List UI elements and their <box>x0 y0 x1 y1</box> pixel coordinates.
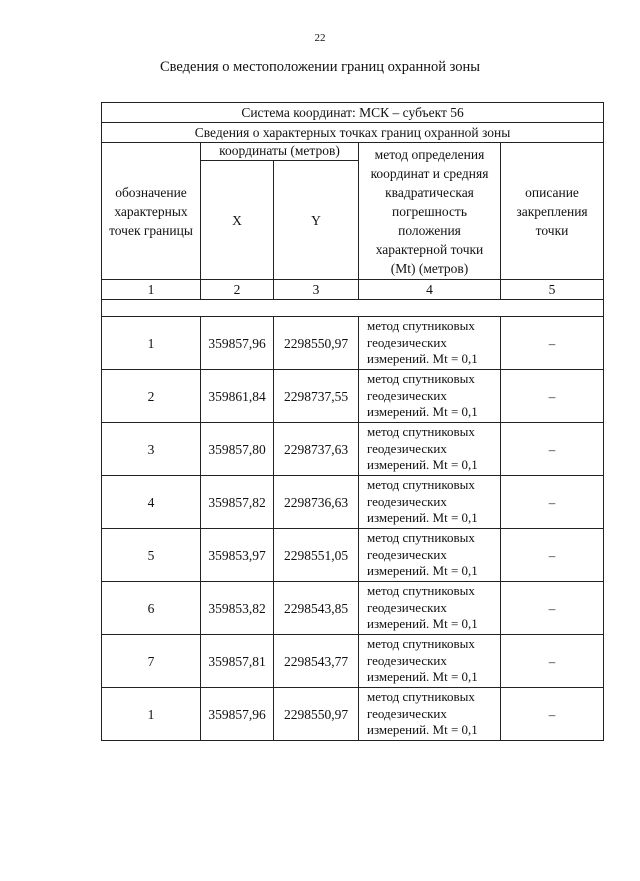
method-cell: метод спутниковых геодезических измерений. Mt = 0,1 <box>359 476 501 529</box>
x-coordinate: 359853,97 <box>201 529 274 582</box>
table-row <box>102 370 604 423</box>
x-coordinate: 359857,82 <box>201 476 274 529</box>
method-cell: метод спутниковых геодезических измерений. Mt = 0,1 <box>359 582 501 635</box>
fixing-cell: – <box>501 529 604 582</box>
table-row <box>102 317 604 370</box>
method-cell: метод спутниковых геодезических измерений. Mt = 0,1 <box>359 370 501 423</box>
method-cell: метод спутниковых геодезических измерений. Mt = 0,1 <box>359 529 501 582</box>
x-coordinate: 359857,80 <box>201 423 274 476</box>
y-coordinate: 2298543,77 <box>274 635 359 688</box>
point-number: 3 <box>102 423 201 476</box>
point-number: 4 <box>102 476 201 529</box>
method-cell: метод спутниковых геодезических измерений. Mt = 0,1 <box>359 423 501 476</box>
y-coordinate: 2298737,63 <box>274 423 359 476</box>
point-number: 2 <box>102 370 201 423</box>
method-cell: метод спутниковых геодезических измерений. Mt = 0,1 <box>359 688 501 741</box>
table-row <box>102 529 604 582</box>
fixing-cell: – <box>501 688 604 741</box>
fixing-cell: – <box>501 635 604 688</box>
table-row <box>102 635 604 688</box>
column-number: 3 <box>274 280 359 300</box>
header-x: X <box>201 161 274 280</box>
table-row <box>102 688 604 741</box>
table-row <box>102 476 604 529</box>
document-title: Сведения о местоположении границ охранной зоны <box>159 59 480 75</box>
y-coordinate: 2298736,63 <box>274 476 359 529</box>
header-fixing: описание закрепления точки <box>501 143 604 280</box>
page-number: 22 <box>314 32 326 44</box>
header-designation: обозначение характерных точек границы <box>102 143 201 280</box>
x-coordinate: 359857,96 <box>201 317 274 370</box>
y-coordinate: 2298551,05 <box>274 529 359 582</box>
table-row <box>102 582 604 635</box>
fixing-cell: – <box>501 370 604 423</box>
fixing-cell: – <box>501 582 604 635</box>
point-number: 5 <box>102 529 201 582</box>
boundary-points-table <box>101 102 604 741</box>
method-cell: метод спутниковых геодезических измерений. Mt = 0,1 <box>359 317 501 370</box>
blank-row <box>102 300 604 317</box>
header-method: метод определения координат и средняя квадратическая погрешность положения характерной точки (Mt) (метров) <box>359 143 501 280</box>
coordinate-system: Система координат: МСК – субъект 56 <box>102 103 604 123</box>
column-number: 1 <box>102 280 201 300</box>
y-coordinate: 2298550,97 <box>274 317 359 370</box>
header-coordinates: координаты (метров) <box>201 143 359 161</box>
x-coordinate: 359853,82 <box>201 582 274 635</box>
point-number: 6 <box>102 582 201 635</box>
point-number: 7 <box>102 635 201 688</box>
x-coordinate: 359857,96 <box>201 688 274 741</box>
point-number: 1 <box>102 317 201 370</box>
points-info-header: Сведения о характерных точках границ охранной зоны <box>102 123 604 143</box>
column-number: 4 <box>359 280 501 300</box>
x-coordinate: 359861,84 <box>201 370 274 423</box>
y-coordinate: 2298543,85 <box>274 582 359 635</box>
point-number: 1 <box>102 688 201 741</box>
x-coordinate: 359857,81 <box>201 635 274 688</box>
column-number: 5 <box>501 280 604 300</box>
fixing-cell: – <box>501 423 604 476</box>
y-coordinate: 2298550,97 <box>274 688 359 741</box>
column-number: 2 <box>201 280 274 300</box>
method-cell: метод спутниковых геодезических измерений. Mt = 0,1 <box>359 635 501 688</box>
y-coordinate: 2298737,55 <box>274 370 359 423</box>
table-row <box>102 423 604 476</box>
header-y: Y <box>274 161 359 280</box>
fixing-cell: – <box>501 476 604 529</box>
fixing-cell: – <box>501 317 604 370</box>
